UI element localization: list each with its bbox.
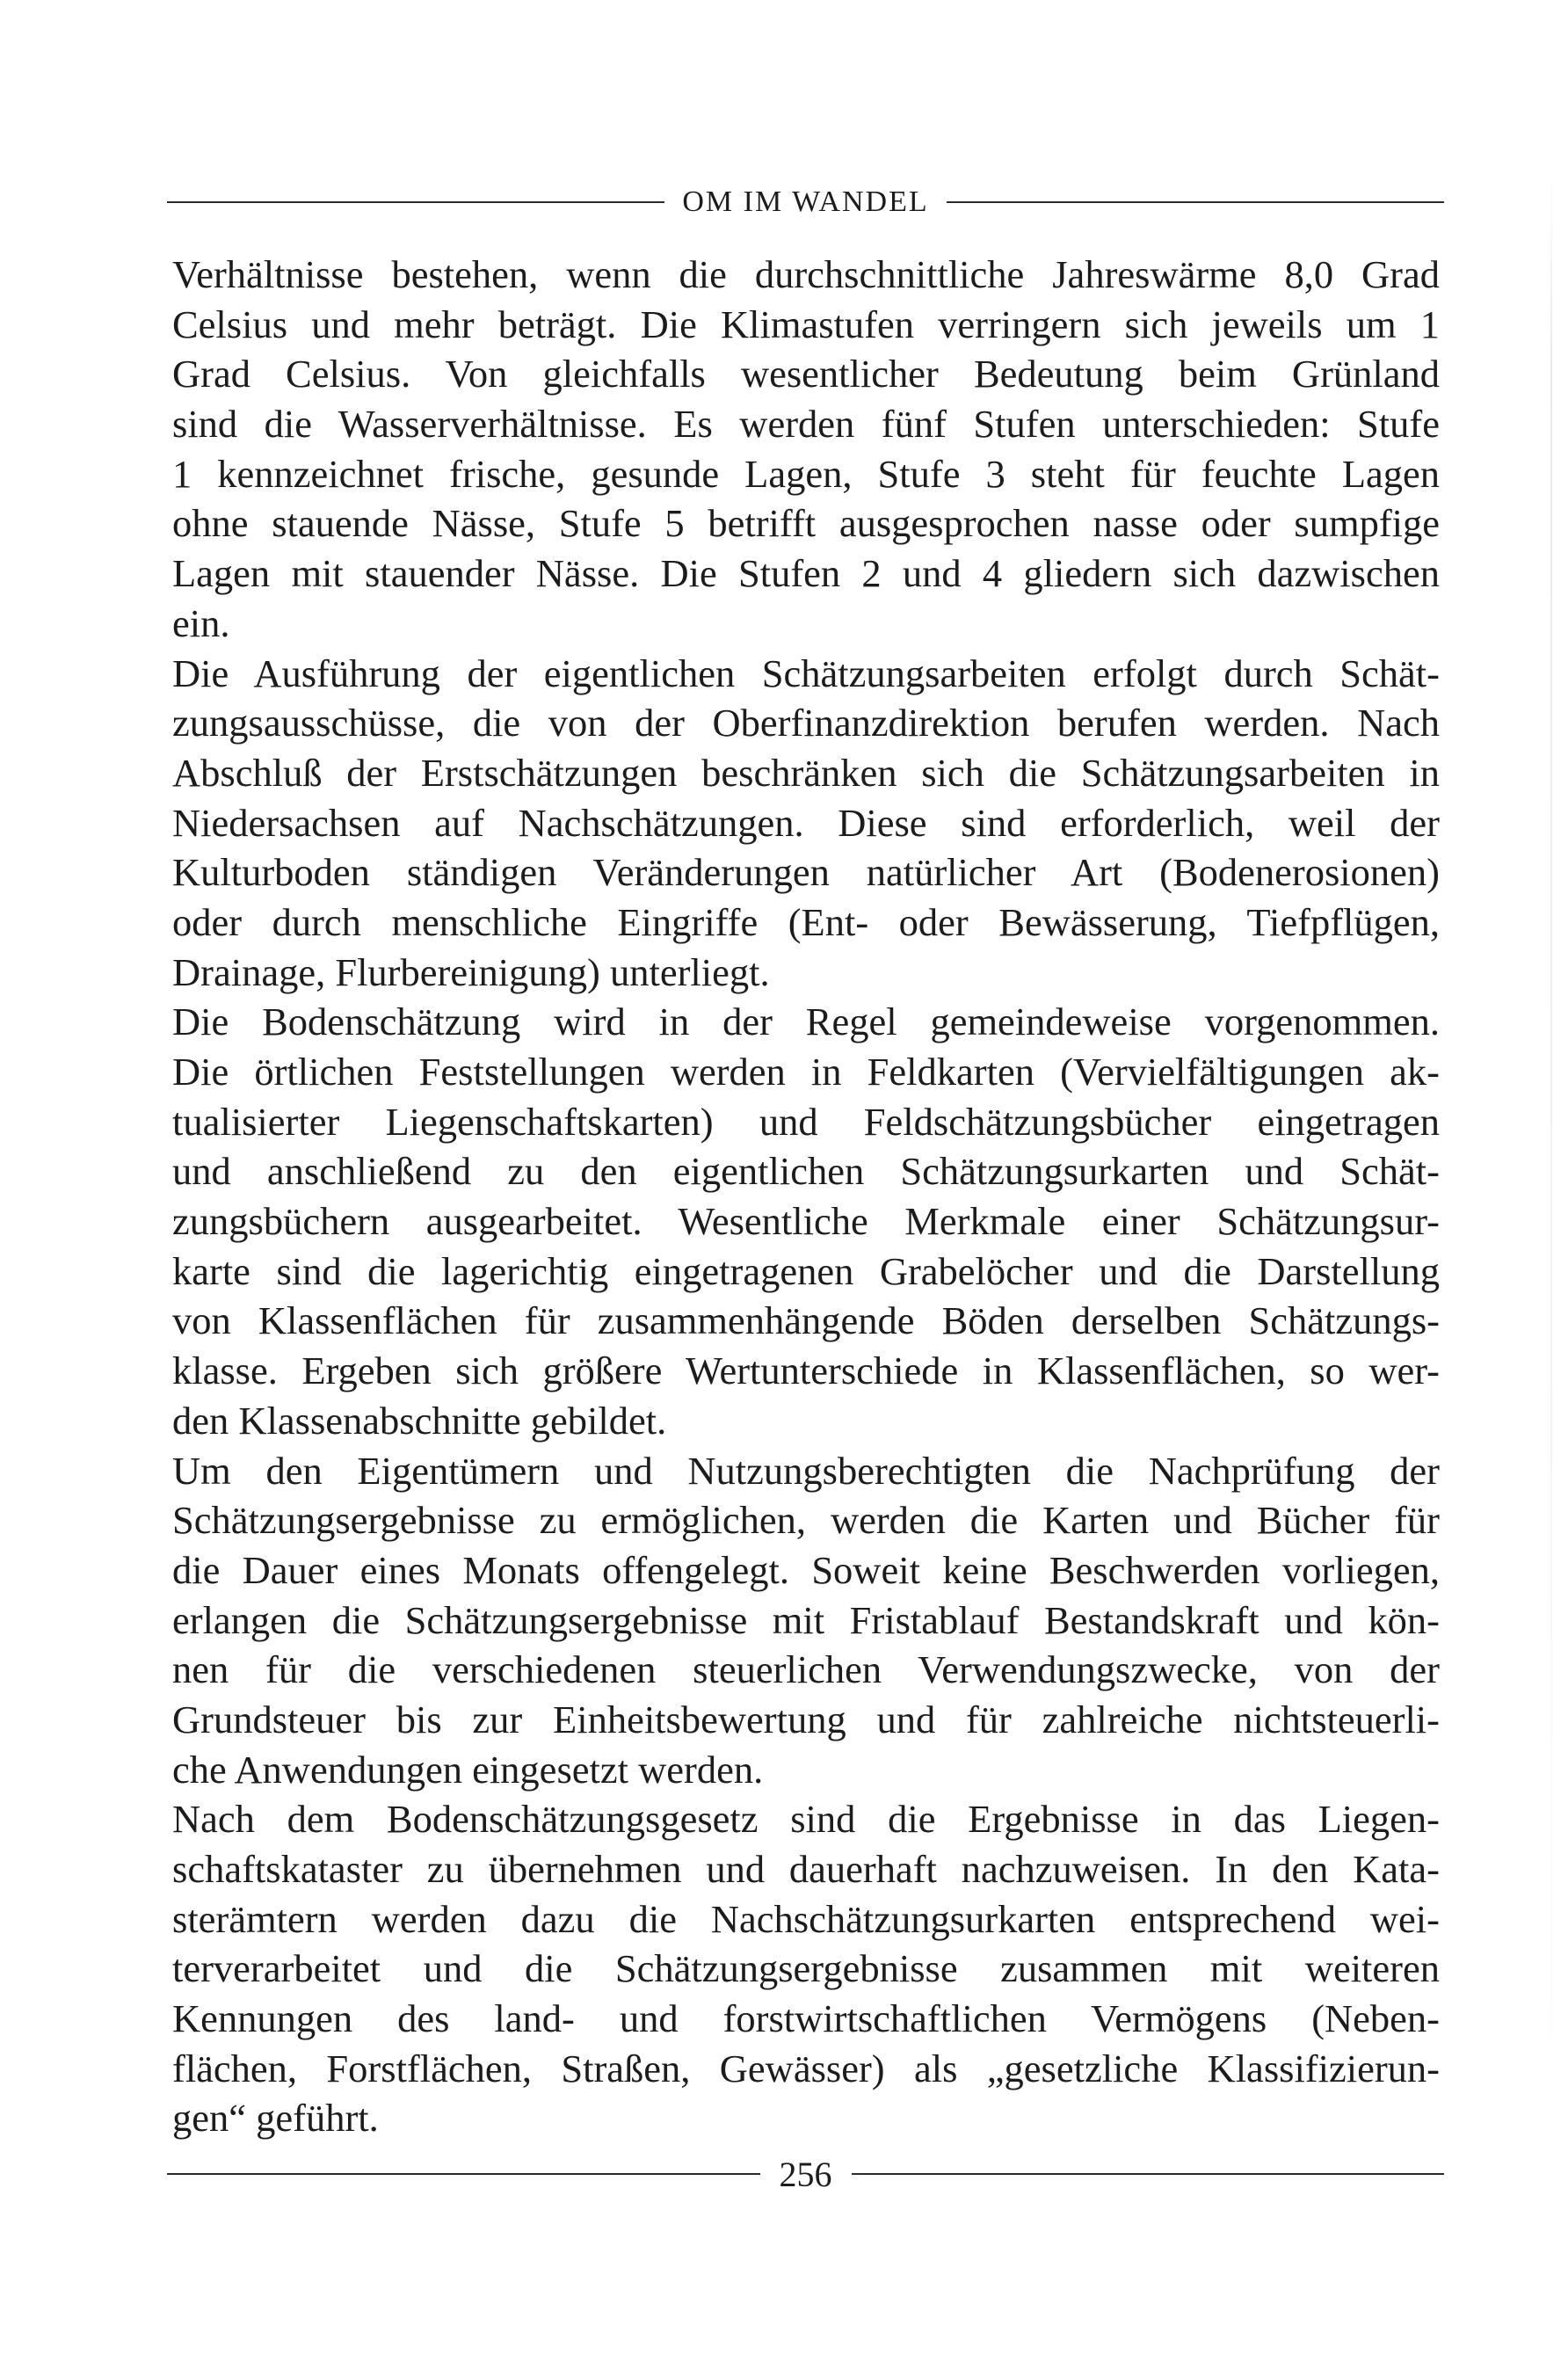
running-head-rule-left [167,201,664,203]
text-line: ohne stauende Nässe, Stufe 5 betrifft ausgesprochen nasse oder sumpfige [172,501,1440,546]
text-line: zungsausschüsse, die von der Oberfinanzdirektion berufen werden. Nach [172,701,1440,745]
running-head-title: OM IM WANDEL [682,185,929,218]
text-line: sind die Wasserverhältnisse. Es werden fünf Stufen unterschieden: Stufe [172,402,1440,447]
text-line: sterämtern werden dazu die Nachschätzungsurkarten entsprechend wei- [172,1896,1440,1941]
text-line: erlangen die Schätzungsergebnisse mit Fristablauf Bestandskraft und kön- [172,1597,1440,1642]
text-line: Um den Eigentümern und Nutzungsberechtigten die Nachprüfung der [172,1448,1440,1493]
text-line: Celsius und mehr beträgt. Die Klimastufen verringern sich jeweils um 1 [172,302,1440,346]
text-line: terverarbeitet und die Schätzungsergebnisse zusammen mit weiteren [172,1946,1440,1991]
text-line: Grundsteuer bis zur Einheitsbewertung und für zahlreiche nichtsteuerli- [172,1697,1440,1741]
text-line: nen für die verschiedenen steuerlichen Verwendungszwecke, von der [172,1647,1440,1692]
running-head-rule-right [947,201,1444,203]
text-line: ein. [172,600,230,645]
text-line: und anschließend zu den eigentlichen Schätzungsurkarten und Schät- [172,1149,1440,1194]
text-line: che Anwendungen eingesetzt werden. [172,1747,764,1792]
text-line: von Klassenflächen für zusammenhängende Böden derselben Schätzungs- [172,1298,1440,1343]
text-line: Niedersachsen auf Nachschätzungen. Diese sind erforderlich, weil der [172,800,1440,845]
text-line: die Dauer eines Monats offengelegt. Soweit keine Beschwerden vorliegen, [172,1547,1440,1592]
text-line: tualisierter Liegenschaftskarten) und Feldschätzungsbücher eingetragen [172,1099,1440,1144]
text-line: Schätzungsergebnisse zu ermöglichen, werden die Karten und Bücher für [172,1498,1440,1543]
page-edge-shadow [1550,167,1552,2154]
text-line: Die örtlichen Feststellungen werden in Feldkarten (Vervielfältigungen ak- [172,1050,1440,1094]
running-head [167,180,1444,224]
text-line: Abschluß der Erstschätzungen beschränken sich die Schätzungsarbeiten in [172,750,1440,795]
footer-rule-left [167,2173,760,2175]
text-line: Drainage, Flurbereinigung) unterliegt. [172,949,770,994]
text-line: Verhältnisse bestehen, wenn die durchschnittliche Jahreswärme 8,0 Grad [172,252,1440,296]
text-line: Die Ausführung der eigentlichen Schätzungsarbeiten erfolgt durch Schät- [172,651,1440,695]
text-line: gen“ geführt. [172,2096,379,2141]
text-line: flächen, Forstflächen, Straßen, Gewässer) als „gesetzliche Klassifizierun- [172,2046,1440,2090]
text-line: Die Bodenschätzung wird in der Regel gemeindeweise vorgenommen. [172,1000,1440,1044]
footer-rule-right [852,2173,1445,2175]
text-line: schaftskataster zu übernehmen und dauerhaft nachzuweisen. In den Kata- [172,1847,1440,1891]
text-line: Kennungen des land- und forstwirtschaftlichen Vermögens (Neben- [172,1996,1440,2041]
text-line: klasse. Ergeben sich größere Wertunterschiede in Klassenflächen, so wer- [172,1349,1440,1393]
page-footer [167,2152,1444,2196]
page-number: 256 [779,2154,832,2194]
text-line: Nach dem Bodenschätzungsgesetz sind die Ergebnisse in das Liegen- [172,1797,1440,1842]
text-line: Lagen mit stauender Nässe. Die Stufen 2 und 4 gliedern sich dazwischen [172,551,1440,596]
text-line: Grad Celsius. Von gleichfalls wesentlicher Bedeutung beim Grünland [172,352,1440,396]
text-line: Kulturboden ständigen Veränderungen natürlicher Art (Bodenerosionen) [172,850,1440,895]
text-line: karte sind die lagerichtig eingetragenen Grabelöcher und die Darstellung [172,1248,1440,1293]
text-line: oder durch menschliche Eingriffe (Ent- oder Bewässerung, Tiefpflügen, [172,899,1440,944]
text-line: den Klassenabschnitte gebildet. [172,1398,667,1443]
text-line: 1 kennzeichnet frische, gesunde Lagen, Stufe 3 steht für feuchte Lagen [172,451,1440,496]
text-line: zungsbüchern ausgearbeitet. Wesentliche Merkmale einer Schätzungsur- [172,1199,1440,1244]
body-text [172,250,1440,2143]
